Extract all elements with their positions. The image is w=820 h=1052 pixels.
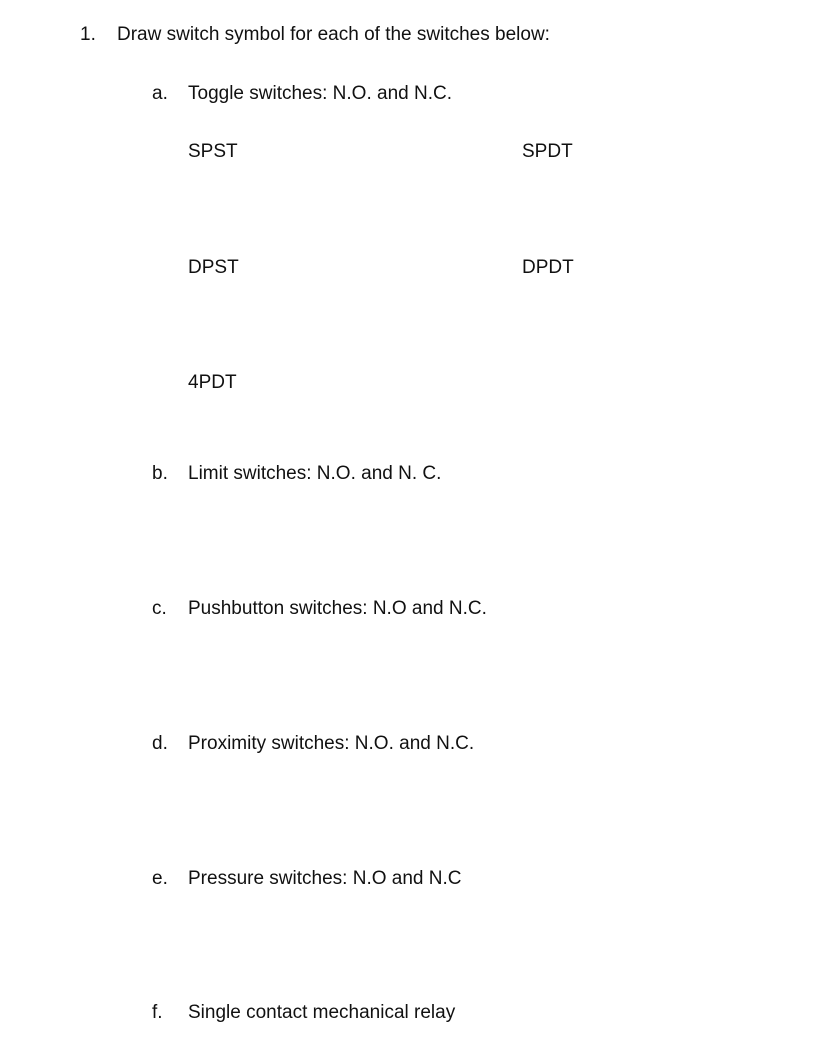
- question-text: Draw switch symbol for each of the switches below:: [117, 24, 550, 45]
- item-e-text: Pressure switches: N.O and N.C: [188, 868, 462, 889]
- item-b-text: Limit switches: N.O. and N. C.: [188, 463, 442, 484]
- item-f-letter: f.: [152, 1002, 163, 1023]
- item-c-letter: c.: [152, 598, 167, 619]
- item-a-letter: a.: [152, 83, 168, 104]
- subitem-spst: SPST: [188, 141, 238, 162]
- item-d-text: Proximity switches: N.O. and N.C.: [188, 733, 475, 754]
- subitem-4pdt: 4PDT: [188, 372, 237, 393]
- item-a-text: Toggle switches: N.O. and N.C.: [188, 83, 452, 104]
- subitem-spdt: SPDT: [522, 141, 573, 162]
- item-f-text: Single contact mechanical relay: [188, 1002, 456, 1023]
- item-d-letter: d.: [152, 733, 168, 754]
- item-e-letter: e.: [152, 868, 168, 889]
- item-c-text: Pushbutton switches: N.O and N.C.: [188, 598, 487, 619]
- item-b-letter: b.: [152, 463, 168, 484]
- subitem-dpdt: DPDT: [522, 257, 574, 278]
- subitem-dpst: DPST: [188, 257, 239, 278]
- question-number: 1.: [80, 24, 96, 45]
